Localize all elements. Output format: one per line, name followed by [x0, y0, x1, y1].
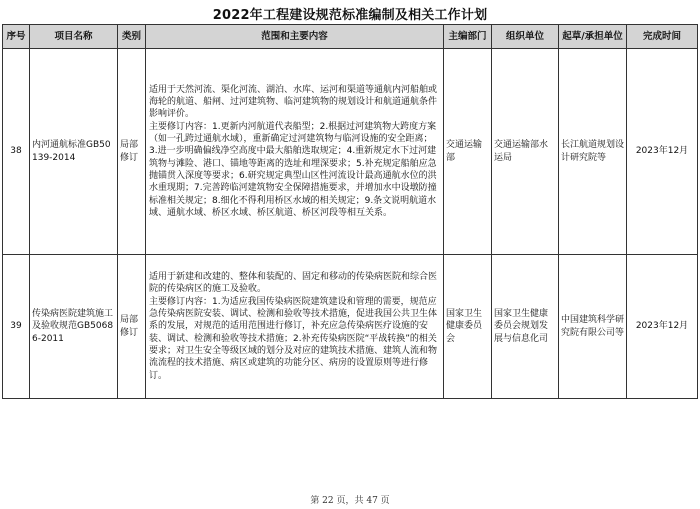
row-draft: 中国建筑科学研究院有限公司等: [559, 255, 627, 399]
row-dept: 国家卫生健康委员会: [444, 255, 492, 399]
row-content: [146, 49, 444, 255]
row-date: 2023年12月: [627, 49, 698, 255]
header-date: 完成时间: [627, 25, 698, 49]
row-scope-text: 适用于天然河流、渠化河流、湖泊、水库、运河和渠道等通航内河船舶或海轮的航道、船闸、过河建筑物、临河建筑物的规划设计和航道通航条件影响评价。: [149, 84, 438, 120]
header-dept: 主编部门: [444, 25, 492, 49]
row-category: 局部修订: [118, 49, 146, 255]
header-org: 组织单位: [492, 25, 559, 49]
row-scope-text: 适用于新建和改建的、整体和装配的、固定和移动的传染病医院和综合医院的传染病区的施工及验收。: [149, 272, 438, 295]
header-num: 序号: [3, 25, 30, 49]
row-org: 交通运输部水运局: [492, 49, 559, 255]
table-row: [3, 255, 698, 399]
row-name: 传染病医院建筑施工及验收规范GB50686-2011: [30, 255, 118, 399]
table-header-row: [3, 25, 698, 49]
plan-table: [2, 24, 698, 399]
header-draft: 起草/承担单位: [559, 25, 627, 49]
row-revision-text: 主要修订内容：1.更新内河航道代表船型；2.根据过河建筑物大跨度方案（如一孔跨过通航水域），重新确定过河建筑物与临河设施的安全距离；3.进一步明确偏线净空高度中最大船舶选取规定；4.重新规定水下过河建筑物与滩险、港口、锚地等距离的选址和埋深要求；5.补充规定船舶应急抛锚贯入深度等要求；6.研究规定典型山区性河流设计最高通航水位的洪水重现期；7.完善跨临河建筑物安全保障措施要求，并增加水中设墩防撞标准相关规定；8.细化不得利用桥区水域的相关规定；9.条文说明航道水域、通航水域、桥区水域、桥区航道、桥区河段等相互关系。: [149, 121, 437, 218]
row-content: [146, 255, 444, 399]
row-revision-text: 主要修订内容：1.为适应我国传染病医院建筑建设和管理的需要，规范应急传染病医院安装、调试、检测和验收等技术措施，促进我国公共卫生体系的发展，对规范的适用范围进行修订，补充应急传染病医疗设施的安装、调试、检测和验收等技术措施；2.补充传染病医院“平战转换”的相关要求；对卫生安全等级区域的划分及对应的建筑技术措施、建筑人流和物流流程的技术措施、病区或建筑的功能分区、病房的设置原则等进行修订。: [149, 296, 438, 381]
header-category: 类别: [118, 25, 146, 49]
row-category: 局部修订: [118, 255, 146, 399]
page-title: 2022年工程建设规范标准编制及相关工作计划: [212, 8, 488, 23]
row-num: 39: [3, 255, 30, 399]
row-draft: 长江航道规划设计研究院等: [559, 49, 627, 255]
row-num: 38: [3, 49, 30, 255]
header-name: 项目名称: [30, 25, 118, 49]
page-footer: 第 22 页，共 47 页: [310, 496, 390, 506]
header-content: 范围和主要内容: [146, 25, 444, 49]
row-date: 2023年12月: [627, 255, 698, 399]
row-org: 国家卫生健康委员会规划发展与信息化司: [492, 255, 559, 399]
table-row: [3, 49, 698, 255]
row-dept: 交通运输部: [444, 49, 492, 255]
row-name: 内河通航标准GB50139-2014: [30, 49, 118, 255]
